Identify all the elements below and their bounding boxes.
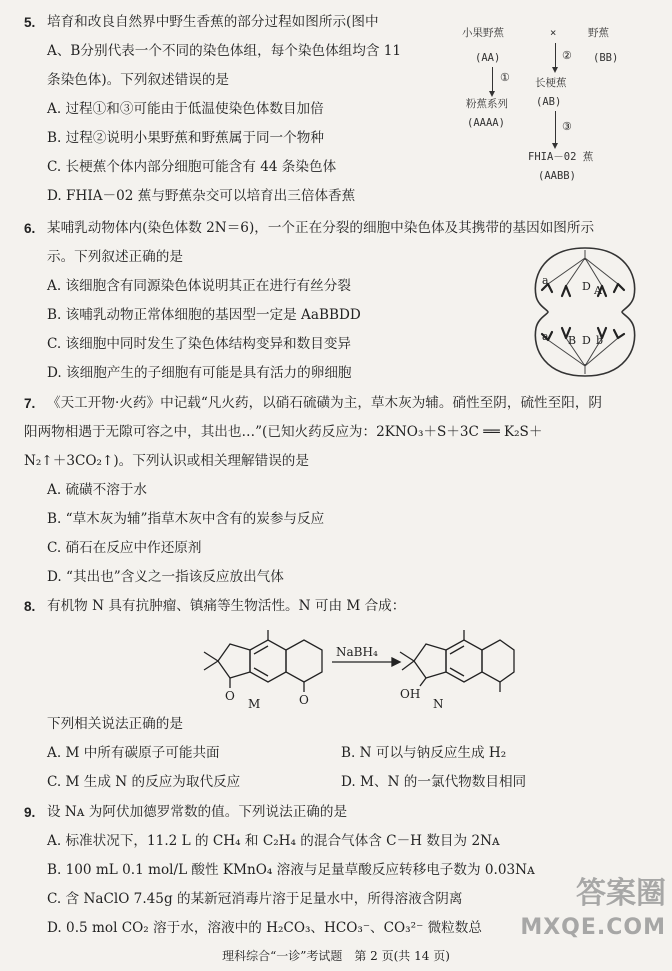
dividing-cell-figure [526, 244, 644, 380]
arrow-step3 [555, 111, 556, 145]
question-5-stem-line1: 培育和改良自然界中野生香蕉的部分过程如图所示(图中 [47, 14, 379, 30]
parent1-genotype: (AA) [475, 52, 501, 64]
question-7-option-a: A. 硫磺不溶于水 [47, 482, 148, 498]
question-6-option-d: D. 该细胞产生的子细胞有可能是具有活力的卵细胞 [47, 365, 352, 381]
result2-name: 长梗蕉 [535, 77, 567, 89]
question-9-option-b: B. 100 mL 0.1 mol/L 酸性 KMnO₄ 溶液与足量草酸反应转移电子数为 0.03Nᴀ [47, 862, 535, 878]
step1-label: ① [500, 71, 510, 84]
question-5-number: 5. [24, 15, 36, 30]
m-ketone-oxygen: O [225, 689, 235, 703]
question-5-option-d: D. FHIA－02 蕉与野蕉杂交可以培育出三倍体香蕉 [47, 188, 356, 204]
cell-label-top-A: A [594, 284, 602, 297]
question-7-option-b: B. “草木灰为辅”指草木灰中含有的炭参与反应 [47, 511, 325, 527]
question-7-number: 7. [24, 396, 36, 411]
cell-label-bottom-D: D [582, 334, 591, 347]
question-5-option-a: A. 过程①和③可能由于低温使染色体数目加倍 [47, 101, 324, 117]
step3-label: ③ [562, 120, 572, 133]
molecule-m-label: M [248, 697, 261, 711]
cell-label-bottom-b: b [596, 334, 604, 347]
question-8-stem-line2: 下列相关说法正确的是 [47, 716, 183, 732]
question-9-option-d: D. 0.5 mol CO₂ 溶于水，溶液中的 H₂CO₃、HCO₃⁻、CO₃²⁻ 微粒数总 [47, 920, 482, 936]
question-9-option-c: C. 含 NaClO 7.45g 的某新冠消毒片溶于足量水中，所得溶液含阴离 [47, 891, 463, 907]
site-watermark [516, 876, 666, 949]
question-6-option-b: B. 该哺乳动物正常体细胞的基因型一定是 AaBBDD [47, 307, 361, 323]
parent2-genotype: (BB) [593, 52, 619, 64]
question-8-option-b: B. N 可以与钠反应生成 H₂ [341, 745, 507, 761]
cell-label-bottom-B: B [568, 334, 577, 347]
question-8-option-d: D. M、N 的一氯代物数目相同 [341, 774, 527, 790]
watermark-url: MXQE.COM [520, 915, 666, 940]
question-8-option-c: C. M 生成 N 的反应为取代反应 [47, 774, 241, 790]
question-8-option-a: A. M 中所有碳原子可能共面 [47, 745, 220, 761]
arrow-step1 [492, 67, 493, 93]
molecule-n-label: N [433, 697, 444, 711]
reaction-scheme [188, 628, 518, 714]
n-hydroxyl-label: OH [400, 687, 421, 701]
question-5-stem-line3: 条染色体)。下列叙述错误的是 [47, 72, 230, 88]
question-5-stem-line2: A、B分别代表一个不同的染色体组，每个染色体组均含 11 [47, 43, 402, 59]
cell-label-bottom-a: a [542, 330, 549, 343]
question-6-number: 6. [24, 221, 36, 236]
question-7-stem-line1: 《天工开物·火药》中记载“凡火药，以硝石硫磺为主，草木灰为辅。硝性至阴，硫性至阳，阴 [47, 395, 603, 411]
result2-genotype: (AB) [536, 96, 562, 108]
question-7-option-d: D. “其出也”含义之一指该反应放出气体 [47, 569, 284, 585]
result3-name: FHIA－02 蕉 [528, 151, 594, 163]
question-8-number: 8. [24, 599, 36, 614]
parent1-name: 小果野蕉 [462, 27, 504, 39]
question-7-option-c: C. 硝石在反应中作还原剂 [47, 540, 202, 556]
arrow-step2 [555, 43, 556, 69]
question-6-stem-line2: 示。下列叙述正确的是 [47, 249, 183, 265]
cell-label-top-a: a [542, 274, 549, 287]
question-6-option-c: C. 该细胞中同时发生了染色体结构变异和数目变异 [47, 336, 352, 352]
result1-name: 粉蕉系列 [466, 98, 508, 110]
cell-label-top-D: D [582, 280, 591, 293]
cross-symbol: × [550, 27, 557, 39]
question-6-stem-line1: 某哺乳动物体内(染色体数 2N＝6)，一个正在分裂的细胞中染色体及其携带的基因如图所示 [47, 220, 595, 236]
result1-genotype: (AAAA) [467, 117, 505, 129]
page-footer: 理科综合“一诊”考试题 第 2 页(共 14 页) [222, 949, 450, 963]
question-8-stem-line1: 有机物 N 具有抗肿瘤、镇痛等生物活性。N 可由 M 合成： [47, 598, 406, 614]
question-6-option-a: A. 该细胞含有同源染色体说明其正在进行有丝分裂 [47, 278, 351, 294]
parent2-name: 野蕉 [588, 27, 609, 39]
watermark-title: 答案圈 [576, 876, 666, 911]
step2-label: ② [562, 49, 572, 62]
question-5-option-b: B. 过程②说明小果野蕉和野蕉属于同一个物种 [47, 130, 324, 146]
question-9-number: 9. [24, 805, 36, 820]
result3-genotype: (AABB) [538, 170, 576, 182]
question-9-stem-line1: 设 Nᴀ 为阿伏加德罗常数的值。下列说法正确的是 [47, 804, 348, 820]
question-5-option-c: C. 长梗蕉个体内部分细胞可能含有 44 条染色体 [47, 159, 337, 175]
question-7-stem-line2: 阳两物相遇于无隙可容之中，其出也…”(已知火药反应为：2KNO₃＋S＋3C ══ K₂S＋ [24, 424, 543, 440]
m-lactone-oxygen: O [299, 693, 309, 707]
question-9-option-a: A. 标准状况下，11.2 L 的 CH₄ 和 C₂H₄ 的混合气体含 C－H 数目为 2Nᴀ [47, 833, 500, 849]
reagent-label: NaBH₄ [336, 645, 378, 659]
question-7-stem-line3: N₂↑＋3CO₂↑)。下列认识或相关理解错误的是 [24, 453, 309, 469]
